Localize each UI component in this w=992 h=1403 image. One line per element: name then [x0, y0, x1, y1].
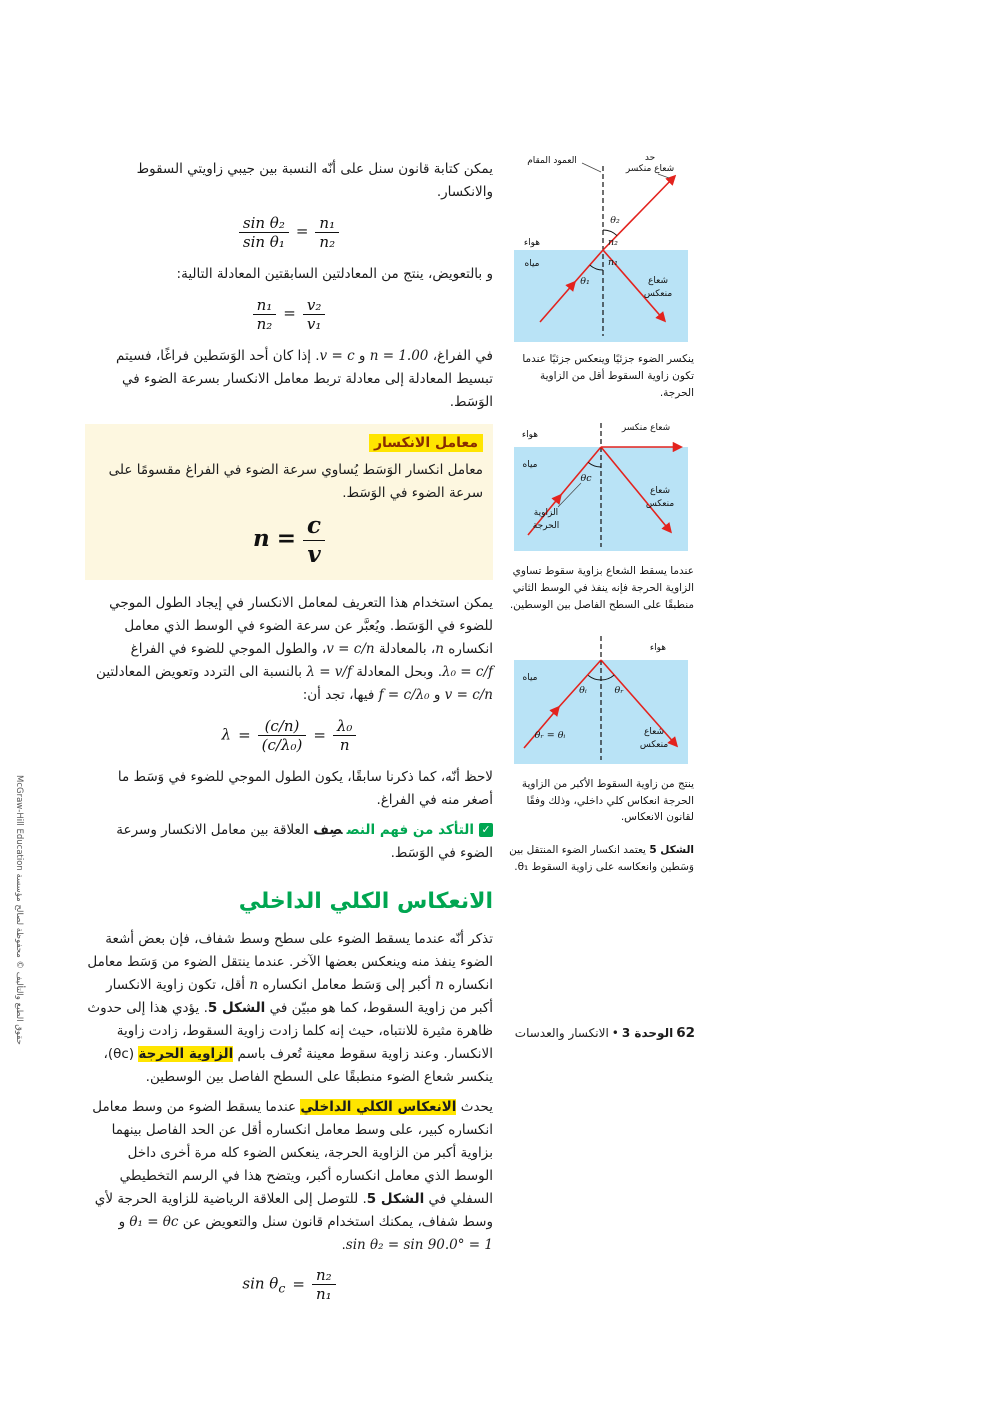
theta1-label: θ₁ [580, 276, 590, 287]
reading-check-text: العلاقة بين معامل الانكسار وسرعة الضوء في الوَسَط. [116, 822, 493, 861]
fraction [312, 1266, 336, 1303]
numerator: c [303, 512, 325, 541]
tir-paragraph-2 [85, 1096, 493, 1257]
equation-lhs: sin θ [242, 1274, 279, 1293]
text-segment: يحدث [456, 1098, 493, 1115]
wavelength-paragraph [85, 592, 493, 707]
equals-sign: = [238, 725, 251, 744]
index-ratio-equation [85, 296, 493, 333]
figure-column [508, 150, 694, 886]
reflected-ray-label: منعكس [645, 499, 675, 510]
definition-box [85, 424, 493, 581]
text-segment: فيها، تجد أن: [302, 687, 379, 704]
fraction [333, 717, 357, 754]
equation-lhs: λ [221, 725, 232, 744]
figure1-caption: ينكسر الضوء جزئيًا وينعكس جزئيًا عندما تكون زاوية السقوط أقل من الزاوية الحرجة. [522, 353, 694, 399]
air-label: هواء [523, 238, 541, 248]
vacuum-paragraph [85, 345, 493, 414]
equation-lhs: n [252, 525, 270, 553]
figure3-caption: ينتج من زاوية السقوط الأكبر من الزاوية الحرجة انعكاس كلي داخلي، وذلك وفقًا لقانون الانعكاس. [521, 777, 694, 824]
refracted-ray-label: شعاع منكسر [621, 423, 671, 434]
text-segment: . [341, 1236, 346, 1253]
inline-math: v = c [319, 347, 355, 364]
inline-math: n = 1.00 [369, 347, 429, 364]
text-segment: يمكن استخدام هذا التعريف لمعامل الانكسار في إيجاد الطول الموجي للضوء في الوَسَط. ويُعبَّر عن سرعة الضوء في الوسط الذي معامل انكساره [109, 595, 493, 658]
definition-title: معامل الانكسار [369, 434, 483, 452]
critical-angle-symbol: θc [580, 473, 592, 485]
denominator: sin θ₁ [242, 232, 285, 251]
n1-label: n₁ [608, 257, 618, 268]
critical-angle-label: الحرجة [532, 521, 560, 532]
denominator: n₁ [315, 1285, 332, 1304]
text-segment: في الفراغ، [428, 347, 493, 364]
fraction [303, 512, 325, 568]
text-segment: . وبحل المعادلة [351, 664, 443, 681]
reflected-ray-label: منعكس [643, 289, 673, 299]
main-text-column [85, 158, 493, 1315]
denominator: n [339, 736, 350, 755]
inline-math: f = c/λ₀ [378, 687, 430, 704]
substitution-paragraph: و بالتعويض، ينتج من المعادلتين السابقتين المعادلة التالية: [176, 265, 493, 282]
numerator: v₂ [303, 296, 326, 315]
intro-paragraph: يمكن كتابة قانون سنل على أنّه النسبة بين جيبي زاويتي السقوط والانكسار. [136, 161, 493, 200]
numerator: n₁ [253, 296, 277, 315]
fraction [239, 214, 289, 251]
fraction [315, 214, 339, 251]
equation-lhs-subscript: c [278, 1280, 286, 1296]
water-label: مياه [522, 460, 538, 471]
reflected-ray-label: شعاع [648, 276, 668, 286]
equals-sign: = [276, 525, 296, 553]
text-segment: . للتوصل إلى العلاقة الرياضية للزاوية الحرجة لأي وسط شفاف، يمكنك استخدام قانون سنل والتعويض عن [94, 1190, 493, 1230]
critical-angle-label: الزاوية [533, 508, 559, 519]
label-leader [658, 174, 669, 178]
footer-chapter: الانكسار والعدسات [514, 1026, 609, 1040]
equals-sign: = [295, 222, 309, 241]
page-number: 62 [676, 1025, 695, 1041]
figure5-text: يعتمد انكسار الضوء المنتقل بين وَسَطين وانعكاسه على زاوية السقوط θ₁. [509, 844, 694, 873]
denominator: n₂ [256, 314, 273, 333]
water-label: مياه [524, 259, 540, 269]
copyright-sidebar: حقوق الطبع والتأليف © محفوظة لصالح مؤسسة McGraw-Hill Education [14, 775, 24, 1045]
text-segment: بالنسبة الى التردد وتعويض المعادلتين [96, 664, 307, 681]
highlighted-term-total-internal-reflection: الانعكاس الكلي الداخلي [300, 1098, 457, 1115]
reflection-law-equation: θᵣ = θᵢ [534, 729, 566, 741]
wavelength-equation [85, 717, 493, 754]
check-icon: ✓ [479, 823, 493, 837]
figure5-label: الشكل 5 [649, 844, 694, 857]
normal-label: العمود المقام [527, 156, 577, 166]
figure5-caption [508, 842, 694, 876]
water-label: مياه [522, 672, 538, 683]
text-segment: أقل، تكون زاوية الانكسار أكبر من زاوية السقوط، كما هو مبيّن في [106, 977, 493, 1017]
text-segment: أكبر إلى وَسَط معامل انكساره [258, 977, 436, 994]
equals-sign: = [283, 304, 296, 323]
reading-check-label: التأكد من فهم النص [346, 822, 474, 839]
numerator: n₂ [312, 1266, 336, 1285]
denominator: v [307, 540, 321, 568]
highlighted-term-critical-angle: الزاوية الحرجة [138, 1046, 234, 1062]
reflected-ray-label: شعاع [644, 726, 664, 737]
note-paragraph: لاحظ أنّه، كما ذكرنا سابقًا، يكون الطول الموجي للضوء في وَسَط ما أصغر منه في الفراغ. [117, 769, 493, 809]
reading-check-verb: صِف [313, 822, 343, 839]
theta2-label: θ₂ [610, 215, 620, 226]
fraction [258, 717, 307, 754]
figure-critical-angle [508, 417, 694, 557]
figure-reference: الشكل 5 [207, 1000, 266, 1017]
numerator: (c/n) [258, 717, 307, 736]
reflected-ray-label: شعاع [650, 486, 670, 497]
inline-math: θ₁ = θc [129, 1213, 179, 1230]
figure-total-internal-reflection [508, 630, 694, 770]
denominator: n₂ [319, 232, 336, 251]
boundary-label: حد [644, 153, 656, 163]
inline-math: n [435, 641, 444, 658]
text-segment: و [118, 1213, 130, 1230]
air-label: هواء [649, 642, 667, 653]
text-segment: ، بالمعادلة [374, 641, 436, 658]
fraction [303, 296, 326, 333]
text-segment: تذكر أنّه عندما يسقط الضوء على سطح وسط شفاف، فإن بعض أشعة الضوء ينفذ منه وينعكس بعضها الآخر. عندما ينتقل الضوء من وَسَط معامل انكساره [87, 931, 493, 994]
denominator: (c/λ₀) [261, 736, 303, 755]
tir-paragraph-1 [85, 928, 493, 1089]
text-segment: ، والطول الموجي للضوء في الفراغ [130, 641, 327, 658]
numerator: λ₀ [333, 717, 357, 736]
text-segment: و [354, 347, 370, 364]
text-segment: . يؤدي هذا إلى حدوث ظاهرة مثيرة للانتباه، حيث إنه كلما زادت زاوية السقوط، زادت زاوية الانكسار. وعند زاوية سقوط معينة تُعرف باسم [87, 1000, 493, 1062]
definition-title-row [95, 432, 483, 456]
text-segment: (θc)، ينكسر شعاع الضوء منطبقًا على السطح الفاصل بين الوسطين. [103, 1046, 493, 1085]
inline-math: λ₀ = c/f [442, 664, 493, 681]
definition-body: معامل انكسار الوَسَط يُساوي سرعة الضوء في الفراغ مقسومًا على سرعة الضوء في الوَسَط. [108, 462, 483, 502]
figure-reference: الشكل 5 [366, 1190, 425, 1207]
text-segment: و [429, 687, 445, 704]
angle-arc-theta2 [603, 230, 617, 236]
fraction [253, 296, 277, 333]
critical-angle-equation [85, 1266, 493, 1303]
inline-math: sin θ₂ = sin 90.0° = 1 [345, 1236, 493, 1253]
page-footer [499, 1025, 695, 1041]
inline-math: v = c/n [444, 687, 493, 704]
figure2-caption: عندما يسقط الشعاع بزاوية سقوط تساوي الزاوية الحرجة فإنه ينفذ في الوسط الثاني منطبقًا على السطح الفاصل بين الوسطين. [509, 565, 694, 611]
equals-sign: = [313, 725, 326, 744]
inline-math: n [435, 977, 444, 994]
numerator: n₁ [315, 214, 339, 233]
index-of-refraction-equation [95, 512, 483, 568]
footer-bullet: • [611, 1026, 619, 1040]
label-leader [582, 163, 601, 172]
refracted-ray-label: شعاع منكسر [625, 164, 675, 174]
text-segment: عندما يسقط الضوء من وسط معامل انكساره كبير، على وسط معامل انكساره أقل عن الحد الفاصل بينهما بزاوية أكبر من الزاوية الحرجة، ينعكس الضوء كله مرة أخرى داخل الوسط الذي معامل انكساره أكبر، ويتضح هذا في الرسم التخطيطي السفلي في [92, 1098, 493, 1207]
incident-angle-symbol: θᵢ [579, 684, 587, 696]
air-label: هواء [521, 430, 539, 441]
text-segment: . إذا كان أحد الوَسَطين فراغًا، فسيتم تبسيط المعادلة إلى معادلة تربط معامل الانكسار بسرعة الضوء في الوَسَط. [115, 347, 493, 410]
inline-math: n [249, 977, 259, 994]
reflected-angle-symbol: θᵣ [614, 684, 624, 696]
equals-sign: = [292, 1274, 305, 1293]
denominator: v₁ [306, 314, 322, 333]
footer-unit: الوحدة 3 [621, 1026, 674, 1040]
numerator: sin θ₂ [239, 214, 289, 233]
inline-math: v = c/n [326, 641, 375, 658]
section-heading-total-internal-reflection: الانعكاس الكلي الداخلي [238, 888, 493, 914]
inline-math: λ = v/f [306, 664, 352, 681]
snell-ratio-equation [85, 214, 493, 251]
reflected-ray-label: منعكس [639, 739, 669, 750]
figure-partial-refraction [508, 150, 694, 345]
reading-check [85, 819, 493, 865]
n2-label: n₂ [608, 237, 618, 248]
